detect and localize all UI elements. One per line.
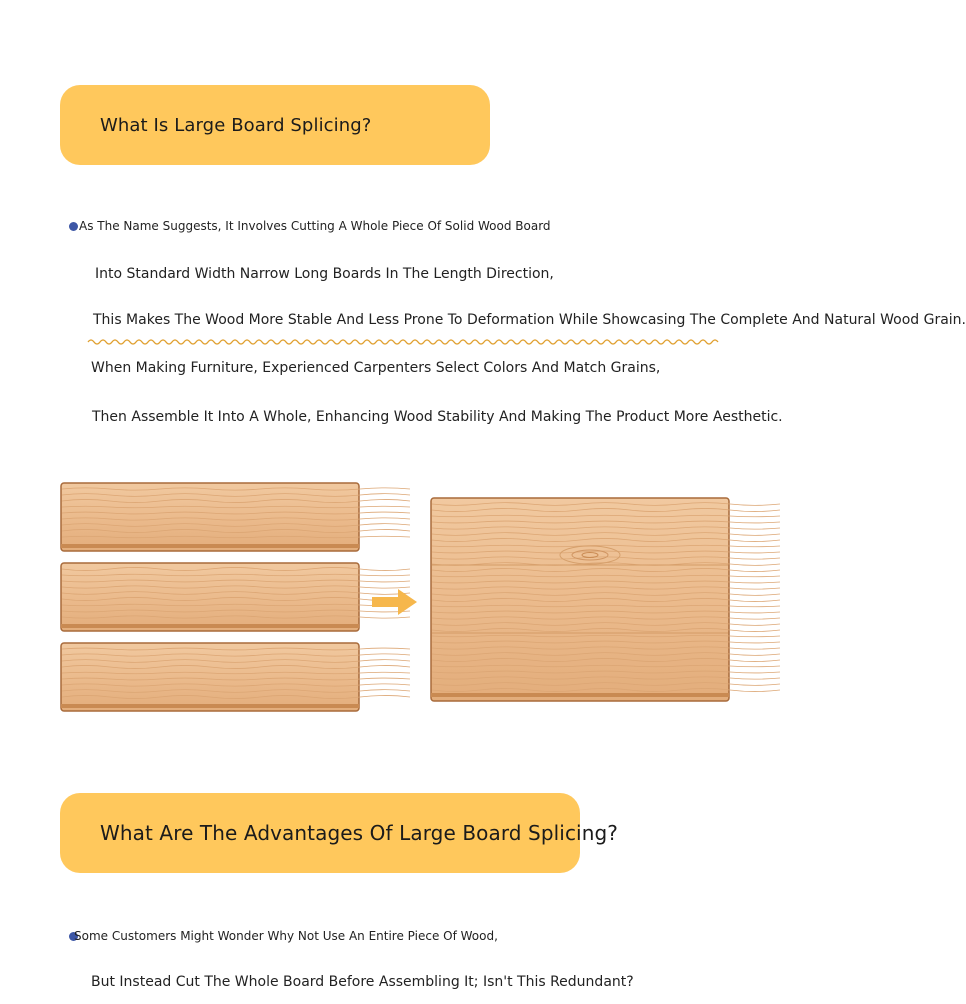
narrow-board bbox=[60, 642, 360, 712]
paragraph-lead: As The Name Suggests, It Involves Cutting A Whole Piece Of Solid Wood Board bbox=[79, 219, 551, 233]
paragraph-line: When Making Furniture, Experienced Carpenters Select Colors And Match Grains, bbox=[91, 360, 661, 376]
narrow-board bbox=[60, 482, 360, 552]
narrow-board bbox=[60, 562, 360, 632]
paragraph-line: This Makes The Wood More Stable And Less Prone To Deformation While Showcasing The Complete And Natural Wood Grain. bbox=[93, 312, 966, 328]
wavy-divider-icon bbox=[88, 337, 714, 347]
section-heading-banner bbox=[60, 85, 490, 165]
paragraph-lead: Some Customers Might Wonder Why Not Use An Entire Piece Of Wood, bbox=[74, 929, 498, 943]
section-heading: What Are The Advantages Of Large Board Splicing? bbox=[100, 821, 619, 845]
section-heading-banner bbox=[60, 793, 619, 873]
assembled-board bbox=[430, 497, 730, 702]
paragraph-line: Into Standard Width Narrow Long Boards In The Length Direction, bbox=[95, 266, 554, 282]
paragraph-line: Then Assemble It Into A Whole, Enhancing Wood Stability And Making The Product More Aesthetic. bbox=[92, 409, 783, 425]
section-heading: What Is Large Board Splicing? bbox=[100, 114, 372, 136]
paragraph-line: But Instead Cut The Whole Board Before Assembling It; Isn't This Redundant? bbox=[91, 974, 634, 990]
right-arrow-icon bbox=[372, 589, 418, 615]
bullet-icon bbox=[69, 222, 78, 231]
